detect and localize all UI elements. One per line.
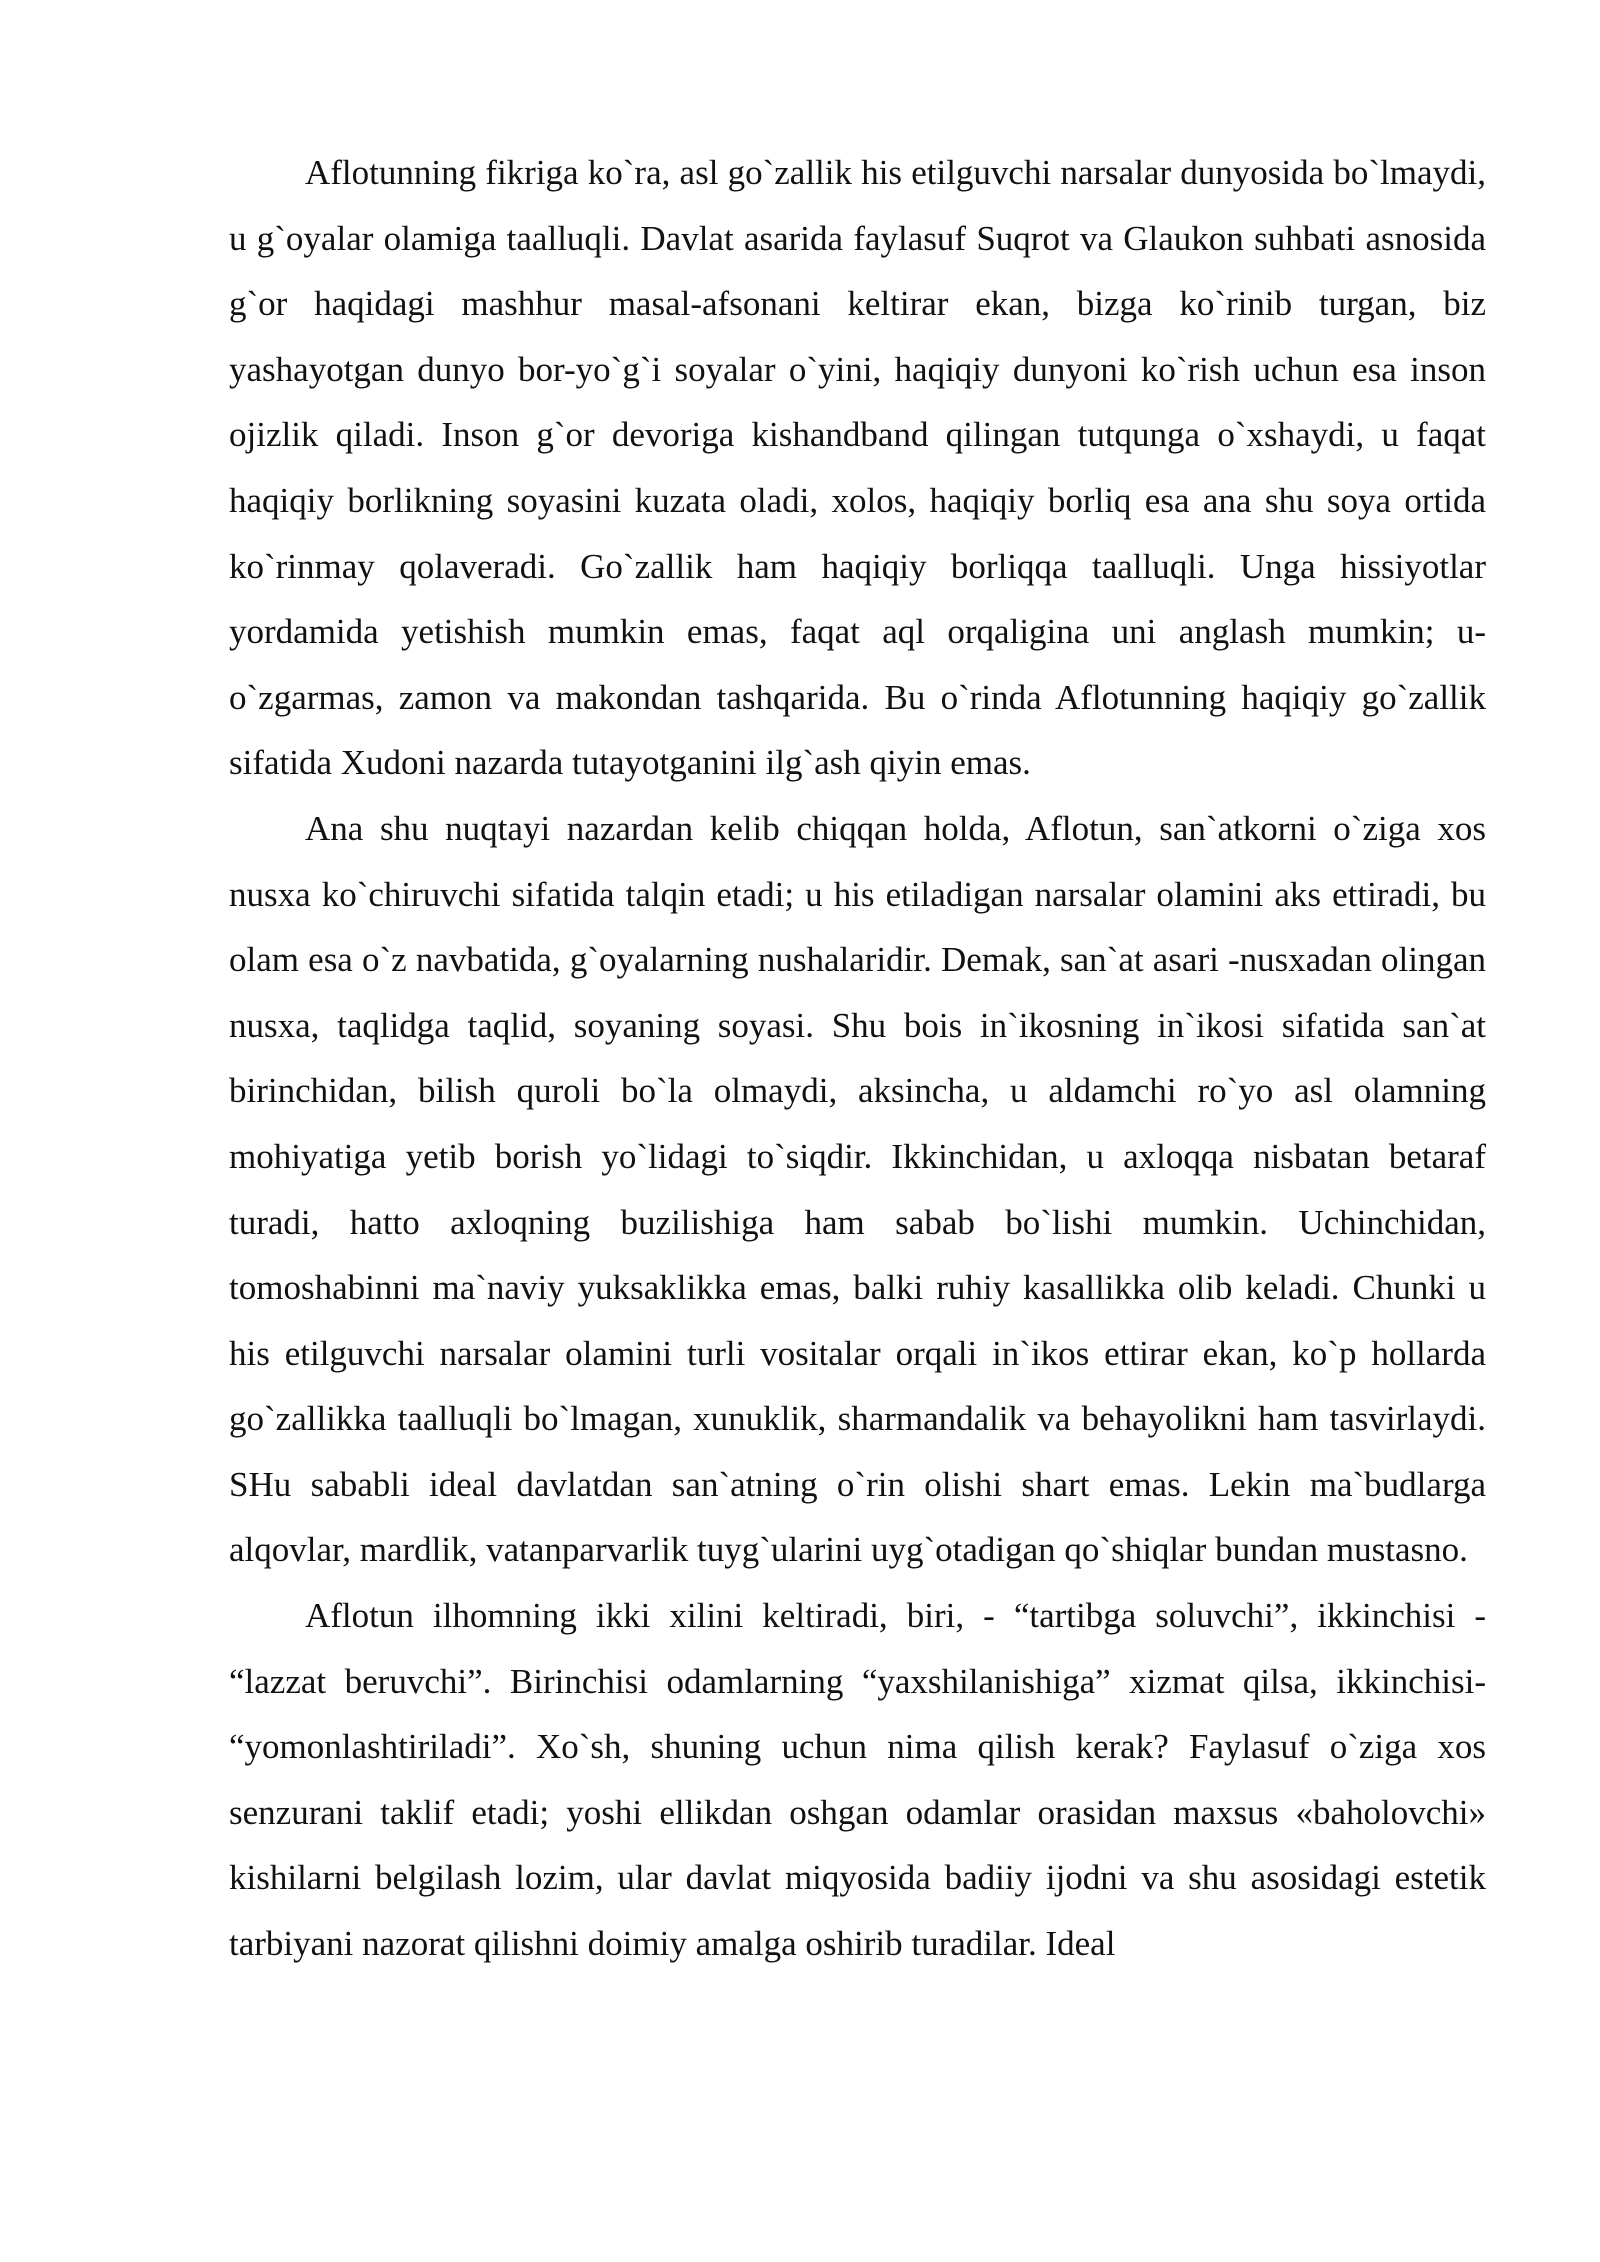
body-text — [229, 140, 1486, 1977]
paragraph-2: Ana shu nuqtayi nazardan kelib chiqqan holda, Aflotun, san`atkorni o`ziga xos nusxa ko`chiruvchi sifatida talqin etadi; u his etiladigan narsalar olamini aks ettiradi, bu olam esa o`z navbatida, g`oyalarning nushalaridir. Demak, san`at asari -nusxadan olingan nusxa, taqlidga taqlid, soyaning soyasi. Shu bois in`ikosning in`ikosi sifatida san`at birinchidan, bilish quroli bo`la olmaydi, aksincha, u aldamchi ro`yo asl olamning mohiyatiga yetib borish yo`lidagi to`siqdir. Ikkinchidan, u axloqqa nisbatan betaraf turadi, hatto axloqning buzilishiga ham sabab bo`lishi mumkin. Uchinchidan, tomoshabinni ma`naviy yuksaklikka emas, balki ruhiy kasallikka olib keladi. Chunki u his etilguvchi narsalar olamini turli vositalar orqali in`ikos ettirar ekan, ko`p hollarda go`zallikka taalluqli bo`lmagan, xunuklik, sharmandalik va behayolikni ham tasvirlaydi. SHu sababli ideal davlatdan san`atning o`rin olishi shart emas. Lekin ma`budlarga alqovlar, mardlik, vatanparvarlik tuyg`ularini uyg`otadigan qo`shiqlar bundan mustasno. — [229, 808, 1486, 1570]
paragraph-3: Aflotun ilhomning ikki xilini keltiradi, biri, - “tartibga soluvchi”, ikkinchisi - “lazzat beruvchi”. Birinchisi odamlarning “yaxshilanishiga” xizmat qilsa, ikkinchisi- “yomonlashtiriladi”. Xo`sh, shuning uchun nima qilish kerak? Faylasuf o`ziga xos senzurani taklif etadi; yoshi ellikdan oshgan odamlar orasidan maxsus «baholovchi» kishilarni belgilash lozim, ular davlat miqyosida badiiy ijodni va shu asosidagi estetik tarbiyani nazorat qilishni doimiy amalga oshirib turadilar. Ideal — [229, 1596, 1486, 1964]
paragraph-1: Aflotunning fikriga ko`ra, asl go`zallik his etilguvchi narsalar dunyosida bo`lmaydi, u g`oyalar olamiga taalluqli. Davlat asarida faylasuf Suqrot va Glaukon suhbati asnosida g`or haqidagi mashhur masal-afsonani keltirar ekan, bizga ko`rinib turgan, biz yashayotgan dunyo bor-yo`g`i soyalar o`yini, haqiqiy dunyoni ko`rish uchun esa inson ojizlik qiladi. Inson g`or devoriga kishandband qilingan tutqunga o`xshaydi, u faqat haqiqiy borlikning soyasini kuzata oladi, xolos, haqiqiy borliq esa ana shu soya ortida ko`rinmay qolaveradi. Go`zallik ham haqiqiy borliqqa taalluqli. Unga hissiyotlar yordamida yetishish mumkin emas, faqat aql orqaligina uni anglash mumkin; u-o`zgarmas, zamon va makondan tashqarida. Bu o`rinda Aflotunning haqiqiy go`zallik sifatida Xudoni nazarda tutayotganini ilg`ash qiyin emas. — [229, 153, 1486, 783]
